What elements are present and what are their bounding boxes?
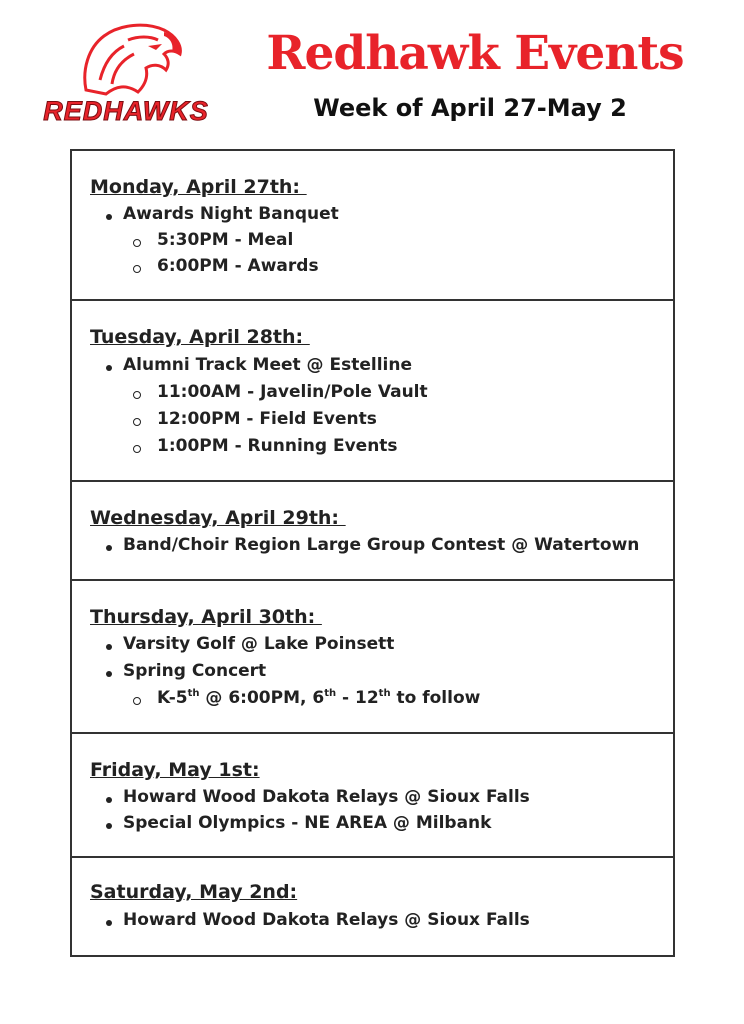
events-table: [70, 149, 675, 957]
event-subitem: 12:00PM - Field Events: [157, 409, 377, 429]
day-section-tuesday: [72, 301, 673, 482]
day-section-friday: [72, 734, 673, 858]
day-title: Thursday, April 30th:: [90, 606, 322, 628]
redhawks-logo: [26, 20, 226, 130]
bullet-icon: [106, 797, 112, 803]
circle-bullet-icon: [133, 239, 141, 247]
event-subitem: 1:00PM - Running Events: [157, 436, 398, 456]
page-title: Redhawk Events: [266, 26, 684, 81]
circle-bullet-icon: [133, 697, 141, 705]
bullet-icon: [106, 365, 112, 371]
bullet-icon: [106, 644, 112, 650]
event-subitem: 6:00PM - Awards: [157, 256, 319, 276]
circle-bullet-icon: [133, 445, 141, 453]
day-title: Wednesday, April 29th:: [90, 507, 346, 529]
day-section-saturday: [72, 858, 673, 955]
bullet-icon: [106, 920, 112, 926]
day-title: Monday, April 27th:: [90, 176, 307, 198]
event-item: Howard Wood Dakota Relays @ Sioux Falls: [123, 910, 530, 930]
event-item: Special Olympics - NE AREA @ Milbank: [123, 813, 492, 833]
event-item: Alumni Track Meet @ Estelline: [123, 355, 412, 375]
day-title: Friday, May 1st:: [90, 759, 260, 781]
event-subitem: 11:00AM - Javelin/Pole Vault: [157, 382, 428, 402]
day-section-monday: [72, 151, 673, 301]
event-item: Howard Wood Dakota Relays @ Sioux Falls: [123, 787, 530, 807]
day-section-thursday: [72, 581, 673, 734]
hawk-head-icon: [76, 20, 186, 100]
bullet-icon: [106, 545, 112, 551]
circle-bullet-icon: [133, 418, 141, 426]
day-title: Saturday, May 2nd:: [90, 881, 298, 903]
page-subtitle: Week of April 27-May 2: [313, 94, 627, 122]
event-subitem: K-5th @ 6:00PM, 6th - 12th to follow: [157, 688, 481, 708]
bullet-icon: [106, 671, 112, 677]
event-item: Band/Choir Region Large Group Contest @ Watertown: [123, 535, 640, 555]
day-title: Tuesday, April 28th:: [90, 326, 310, 348]
circle-bullet-icon: [133, 391, 141, 399]
day-section-wednesday: [72, 482, 673, 581]
logo-wordmark: REDHAWKS: [43, 96, 209, 126]
event-item: Spring Concert: [123, 661, 267, 681]
bullet-icon: [106, 823, 112, 829]
event-item: Awards Night Banquet: [123, 204, 339, 224]
bullet-icon: [106, 214, 112, 220]
event-subitem: 5:30PM - Meal: [157, 230, 294, 250]
circle-bullet-icon: [133, 265, 141, 273]
event-item: Varsity Golf @ Lake Poinsett: [123, 634, 395, 654]
